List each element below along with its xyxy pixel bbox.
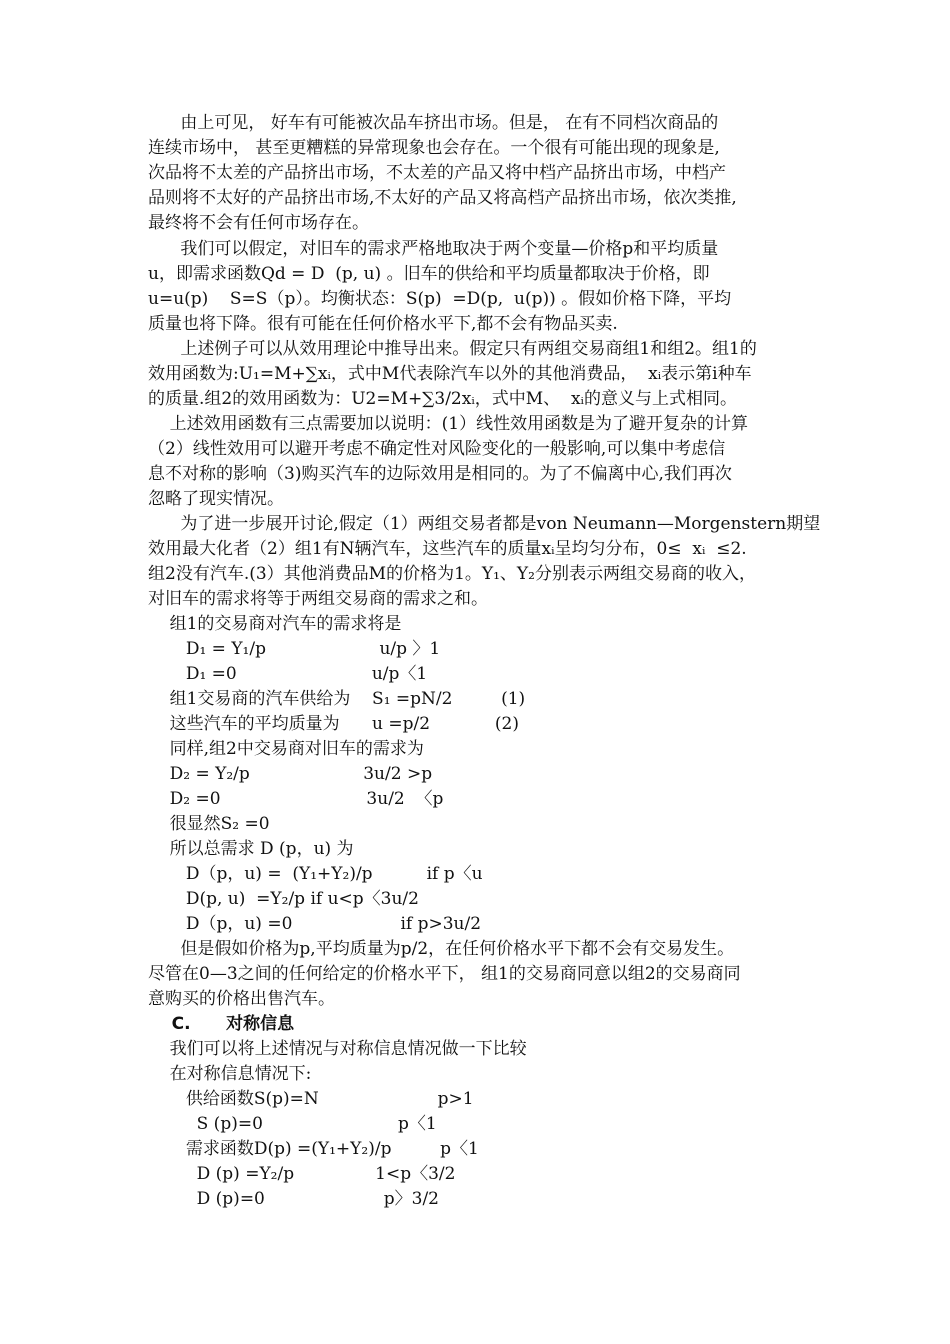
section-heading: C. 对称信息 (148, 1014, 295, 1034)
text-line: 的质量.组2的效用函数为：U2=M+∑3/2xᵢ，式中M、 xᵢ的意义与上式相同。 (148, 389, 737, 409)
text-line: 由上可见， 好车有可能被次品车挤出市场。但是， 在有不同档次商品的 (148, 113, 719, 133)
text-line: D(p, u) =Y₂/p if u<p〈3u/2 (148, 889, 419, 909)
text-line: D (p)=0 p〉3/2 (148, 1189, 440, 1209)
text-line: 组2没有汽车.(3）其他消费品M的价格为1。Y₁、Y₂分别表示两组交易商的收入， (148, 564, 756, 584)
text-line: 意购买的价格出售汽车。 (148, 989, 335, 1009)
text-line: 组1交易商的汽车供给为 S₁ =pN/2 (1) (148, 689, 526, 709)
text-line: 同样,组2中交易商对旧车的需求为 (148, 739, 424, 759)
text-line: 上述效用函数有三点需要加以说明：(1）线性效用函数是为了避开复杂的计算 (148, 414, 749, 434)
text-line: 我们可以假定，对旧车的需求严格地取决于两个变量—价格p和平均质量 (148, 239, 719, 259)
text-line: 我们可以将上述情况与对称信息情况做一下比较 (148, 1039, 527, 1059)
text-line: 所以总需求 D (p，u) 为 (148, 839, 354, 859)
text-line: 很显然S₂ =0 (148, 814, 270, 834)
text-line: 连续市场中， 甚至更糟糕的异常现象也会存在。一个很有可能出现的现象是, (148, 138, 720, 158)
text-line: 最终将不会有任何市场存在。 (148, 213, 369, 233)
text-line: 需求函数D(p) =(Y₁+Y₂)/p p〈1 (148, 1139, 479, 1159)
text-line: 效用函数为:U₁=M+∑xᵢ，式中M代表除汽车以外的其他消费品， xᵢ表示第i种车 (148, 364, 752, 384)
text-line: u，即需求函数Qd = D (p, u) 。旧车的供给和平均质量都取决于价格，即 (148, 264, 710, 284)
text-line: 对旧车的需求将等于两组交易商的需求之和。 (148, 589, 488, 609)
text-line: D（p，u) =0 if p>3u/2 (148, 914, 482, 934)
text-line: 质量也将下降。很有可能在任何价格水平下,都不会有物品买卖. (148, 314, 618, 334)
text-line: u=u(p) S=S（p）。均衡状态：S(p) =D(p, u(p)) 。假如价格下降，平均 (148, 289, 732, 309)
text-line: 效用最大化者（2）组1有N辆汽车，这些汽车的质量xᵢ呈均匀分布，0≤ xᵢ ≤2. (148, 539, 747, 559)
text-line: 组1的交易商对汽车的需求将是 (148, 614, 402, 634)
text-line: D₁ = Y₁/p u/p 〉1 (148, 639, 441, 659)
text-line: 忽略了现实情况。 (148, 489, 284, 509)
text-line: 这些汽车的平均质量为 u =p/2 (2) (148, 714, 519, 734)
text-line: 但是假如价格为p,平均质量为p/2，在任何价格水平下都不会有交易发生。 (148, 939, 735, 959)
text-line: （2）线性效用可以避开考虑不确定性对风险变化的一般影响,可以集中考虑信 (148, 439, 726, 459)
text-line: 息不对称的影响（3)购买汽车的边际效用是相同的。为了不偏离中心,我们再次 (148, 464, 732, 484)
text-line: 品则将不太好的产品挤出市场,不太好的产品又将高档产品挤出市场，依次类推, (148, 188, 737, 208)
text-line: 供给函数S(p)=N p>1 (148, 1089, 474, 1109)
text-line: D₁ =0 u/p〈1 (148, 664, 428, 684)
text-line: D₂ =0 3u/2 〈p (148, 789, 444, 809)
text-line: S (p)=0 p〈1 (148, 1114, 437, 1134)
text-line: 为了进一步展开讨论,假定（1）两组交易者都是von Neumann—Morgenstern期望 (148, 514, 821, 534)
text-line: 次品将不太差的产品挤出市场，不太差的产品又将中档产品挤出市场，中档产 (148, 163, 726, 183)
text-line: 在对称信息情况下: (148, 1064, 312, 1084)
text-line: D₂ = Y₂/p 3u/2 >p (148, 764, 433, 784)
text-line: D（p，u) = (Y₁+Y₂)/p if p〈u (148, 864, 483, 884)
text-line: D (p) =Y₂/p 1<p〈3/2 (148, 1164, 456, 1184)
text-line: 尽管在0—3之间的任何给定的价格水平下， 组1的交易商同意以组2的交易商同 (148, 964, 741, 984)
text-line: 上述例子可以从效用理论中推导出来。假定只有两组交易商组1和组2。组1的 (148, 339, 757, 359)
